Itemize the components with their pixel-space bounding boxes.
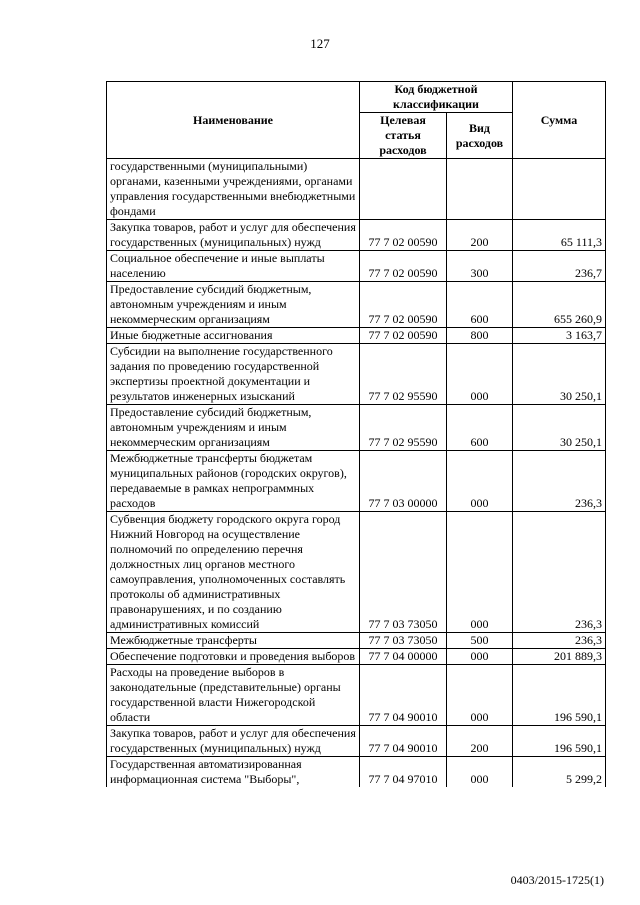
table-row: [107, 665, 606, 726]
row-expense-type: 000: [447, 344, 513, 405]
document-code: 0403/2015-1725(1): [510, 873, 604, 887]
table-header: [107, 82, 606, 159]
row-target-article: 77 7 02 95590: [360, 344, 447, 405]
table-row: [107, 757, 606, 788]
row-amount: 236,3: [513, 633, 606, 649]
page-number: 127: [310, 36, 330, 51]
row-target-article: 77 7 02 00590: [360, 328, 447, 344]
row-amount: 196 590,1: [513, 665, 606, 726]
row-amount: 655 260,9: [513, 282, 606, 328]
row-target-article: 77 7 03 00000: [360, 451, 447, 512]
row-target-article: 77 7 04 90010: [360, 665, 447, 726]
row-expense-type: 800: [447, 328, 513, 344]
table-row: [107, 633, 606, 649]
row-expense-type: 600: [447, 282, 513, 328]
row-amount: 201 889,3: [513, 649, 606, 665]
row-expense-type: 500: [447, 633, 513, 649]
table-row: [107, 451, 606, 512]
row-expense-type: 000: [447, 649, 513, 665]
row-name: государственными (муниципальными) органами, казенными учреждениями, органами управления государственными внебюджетными фондами: [107, 159, 360, 220]
row-expense-type: 000: [447, 512, 513, 633]
row-amount: 30 250,1: [513, 344, 606, 405]
row-name: Межбюджетные трансферты бюджетам муниципальных районов (городских округов), передаваемые в рамках непрограммных расходов: [107, 451, 360, 512]
header-name: Наименование: [107, 82, 360, 159]
row-amount: 236,7: [513, 251, 606, 282]
table-row: [107, 251, 606, 282]
row-amount: 5 299,2: [513, 757, 606, 788]
row-target-article: 77 7 02 00590: [360, 251, 447, 282]
row-expense-type: [447, 159, 513, 220]
table-row: [107, 344, 606, 405]
table-row: [107, 328, 606, 344]
table-row: [107, 282, 606, 328]
row-amount: 196 590,1: [513, 726, 606, 757]
row-amount: [513, 159, 606, 220]
row-name: Обеспечение подготовки и проведения выборов: [107, 649, 360, 665]
table-row: [107, 159, 606, 220]
row-target-article: [360, 159, 447, 220]
header-amount: Сумма: [513, 82, 606, 159]
header-expense-type: Вид расходов: [447, 113, 513, 159]
row-amount: 30 250,1: [513, 405, 606, 451]
row-name: Закупка товаров, работ и услуг для обеспечения государственных (муниципальных) нужд: [107, 726, 360, 757]
row-amount: 236,3: [513, 451, 606, 512]
row-name: Государственная автоматизированная информационная система "Выборы",: [107, 757, 360, 788]
table-row: [107, 220, 606, 251]
budget-table: [106, 81, 606, 787]
row-name: Закупка товаров, работ и услуг для обеспечения государственных (муниципальных) нужд: [107, 220, 360, 251]
row-target-article: 77 7 02 00590: [360, 282, 447, 328]
row-name: Иные бюджетные ассигнования: [107, 328, 360, 344]
row-amount: 236,3: [513, 512, 606, 633]
row-name: Межбюджетные трансферты: [107, 633, 360, 649]
row-expense-type: 200: [447, 726, 513, 757]
row-name: Предоставление субсидий бюджетным, автономным учреждениям и иным некоммерческим организациям: [107, 405, 360, 451]
table-row: [107, 405, 606, 451]
header-code-group: Код бюджетной классификации: [360, 82, 513, 113]
row-target-article: 77 7 02 00590: [360, 220, 447, 251]
row-amount: 3 163,7: [513, 328, 606, 344]
table-row: [107, 649, 606, 665]
row-name: Социальное обеспечение и иные выплаты населению: [107, 251, 360, 282]
row-target-article: 77 7 04 97010: [360, 757, 447, 788]
row-target-article: 77 7 04 90010: [360, 726, 447, 757]
row-expense-type: 300: [447, 251, 513, 282]
row-target-article: 77 7 03 73050: [360, 633, 447, 649]
row-amount: 65 111,3: [513, 220, 606, 251]
row-target-article: 77 7 03 73050: [360, 512, 447, 633]
row-expense-type: 200: [447, 220, 513, 251]
header-target-article: Целевая статья расходов: [360, 113, 447, 159]
table-body: [107, 159, 606, 788]
row-expense-type: 000: [447, 757, 513, 788]
row-name: Предоставление субсидий бюджетным, автономным учреждениям и иным некоммерческим организациям: [107, 282, 360, 328]
table-row: [107, 726, 606, 757]
row-target-article: 77 7 04 00000: [360, 649, 447, 665]
table-row: [107, 512, 606, 633]
row-name: Расходы на проведение выборов в законодательные (представительные) органы государственной власти Нижегородской области: [107, 665, 360, 726]
row-target-article: 77 7 02 95590: [360, 405, 447, 451]
row-expense-type: 600: [447, 405, 513, 451]
row-expense-type: 000: [447, 665, 513, 726]
row-name: Субсидии на выполнение государственного задания по проведению государственной экспертизы проектной документации и результатов инженерных изысканий: [107, 344, 360, 405]
row-name: Субвенция бюджету городского округа город Нижний Новгород на осуществление полномочий по определению перечня должностных лиц органов местного самоуправления, уполномоченных составлять протоколы об административных правонарушениях, и по созданию административных комиссий: [107, 512, 360, 633]
row-expense-type: 000: [447, 451, 513, 512]
